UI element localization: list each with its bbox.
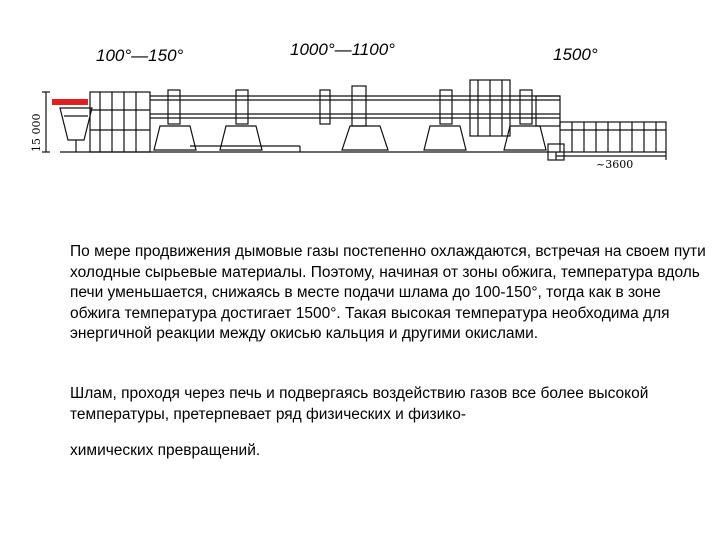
height-dimension-label: 15 000 [30, 113, 43, 152]
length-dimension-label: ~3600 [596, 158, 634, 171]
feed-pipe-marker [52, 99, 88, 105]
temperature-label-middle-zone: 1000°—1100° [290, 40, 395, 59]
temperature-label-burning-zone: 1500° [553, 45, 598, 64]
rotary-kiln-diagram [0, 0, 720, 200]
paragraph-slurry-transformation: Шлам, проходя через печь и подвергаясь воздействию газов все более высокой температуры, претерпевает ряд физических и физико- [70, 385, 649, 423]
paragraph-continuation: химических превращений. [70, 442, 261, 459]
paragraph-gas-cooling: По мере продвижения дымовые газы постепенно охлаждаются, встречая на своем пути холодные сырьевые материалы. Поэтому, начиная от зоны обжига, температура вдоль печи уменьшается, снижаясь в месте подачи шлама до 100-150°, тогда как в зоне обжига температура достигает 1500°. Такая высокая температура необходима для энергичной реакции между окисью кальция и другими окислами. [70, 243, 706, 342]
temperature-label-feed-end: 100°—150° [96, 46, 184, 65]
